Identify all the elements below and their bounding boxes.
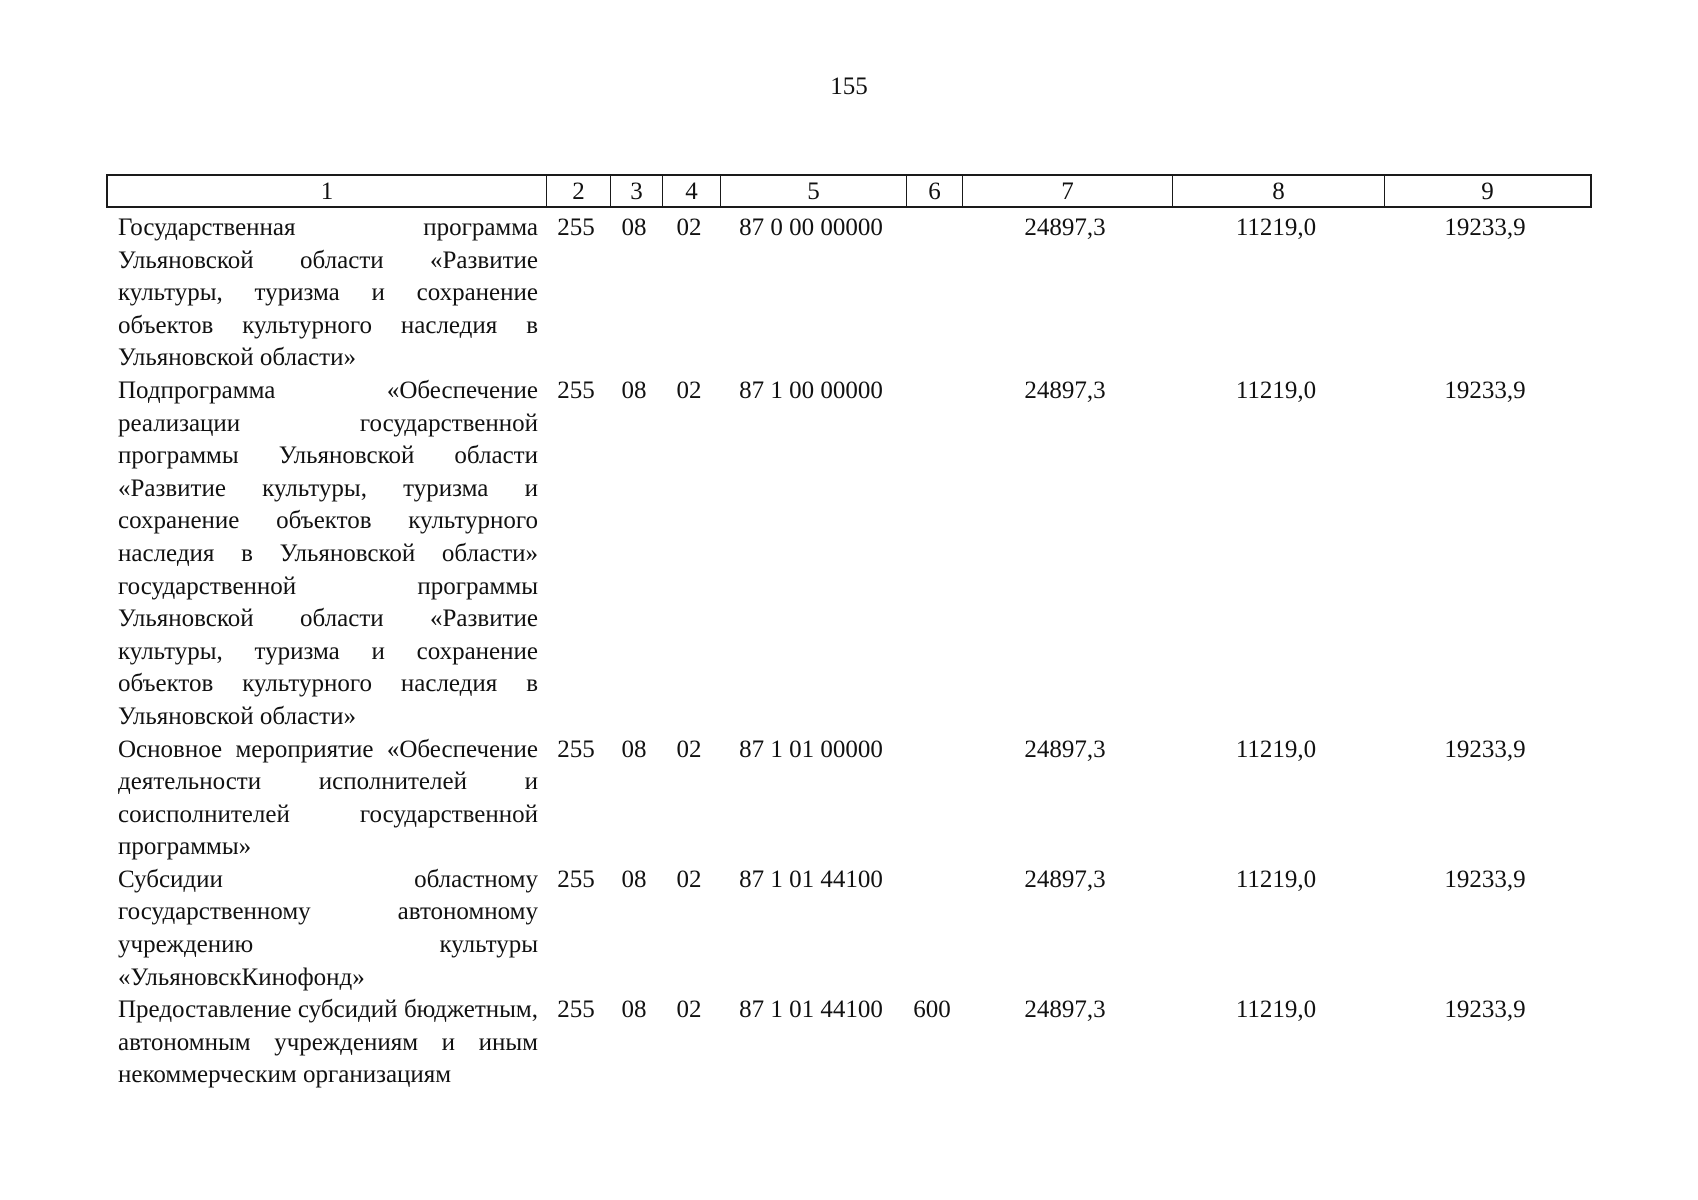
column-header-5: 5 — [720, 176, 906, 206]
cell-col-3: 08 — [621, 865, 647, 893]
column-header-6: 6 — [906, 176, 962, 206]
column-header-9: 9 — [1384, 176, 1590, 206]
cell-col-8: 11219,0 — [1235, 214, 1317, 241]
cell-col-4: 02 — [676, 735, 702, 763]
column-header-4: 4 — [662, 176, 720, 206]
cell-col-4: 02 — [676, 996, 702, 1024]
cell-col-9: 19233,9 — [1444, 865, 1526, 893]
cell-col-9: 19233,9 — [1444, 735, 1526, 763]
row-name: Государственная программа Ульяновской области «Развитие культуры, туризма и сохранение объектов культурного наследия в Ульяновской области» — [118, 214, 538, 372]
table-row — [106, 864, 1592, 994]
table-row — [106, 212, 1592, 375]
cell-col-2: 255 — [557, 865, 595, 893]
cell-col-7: 24897,3 — [1024, 996, 1106, 1024]
cell-col-3: 08 — [621, 735, 647, 763]
cell-col-2: 255 — [557, 735, 595, 763]
cell-col-3: 08 — [621, 376, 647, 404]
cell-col-2: 255 — [557, 376, 595, 404]
cell-col-6 — [904, 734, 960, 864]
cell-col-4: 02 — [676, 214, 702, 241]
budget-table — [106, 174, 1592, 1092]
cell-col-6: 600 — [913, 996, 951, 1024]
cell-col-9: 19233,9 — [1444, 996, 1526, 1024]
cell-col-7: 24897,3 — [1024, 735, 1106, 763]
cell-col-9: 19233,9 — [1444, 214, 1526, 241]
column-header-7: 7 — [962, 176, 1172, 206]
table-header-row — [106, 174, 1592, 208]
cell-col-2: 255 — [557, 996, 595, 1024]
column-header-3: 3 — [610, 176, 662, 206]
table-row — [106, 375, 1592, 734]
cell-col-6 — [904, 212, 960, 375]
column-header-2: 2 — [546, 176, 610, 206]
cell-col-3: 08 — [621, 214, 647, 241]
cell-col-7: 24897,3 — [1024, 214, 1106, 241]
cell-col-8: 11219,0 — [1235, 865, 1317, 893]
cell-col-6 — [904, 375, 960, 734]
cell-col-4: 02 — [676, 865, 702, 893]
cell-col-5: 87 0 00 00000 — [739, 214, 883, 241]
cell-col-8: 11219,0 — [1235, 996, 1317, 1024]
table-body — [106, 208, 1592, 1092]
row-name: Основное мероприятие «Обеспечение деятельности исполнителей и соисполнителей государственной программы» — [118, 735, 538, 861]
cell-col-5: 87 1 01 44100 — [739, 996, 883, 1024]
table-row — [106, 994, 1592, 1092]
row-name: Субсидии областному государственному автономному учреждению культуры «УльяновскКинофонд» — [118, 865, 538, 991]
row-name: Подпрограмма «Обеспечение реализации государственной программы Ульяновской области «Развитие культуры, туризма и сохранение объектов культурного наследия в Ульяновской области» государственной программы Ульяновской области «Развитие культуры, туризма и сохранение объектов культурного наследия в Ульяновской области» — [118, 376, 538, 730]
table-row — [106, 734, 1592, 864]
column-header-1: 1 — [320, 178, 334, 205]
row-name: Предоставление субсидий бюджетным, автономным учреждениям и иным некоммерческим организациям — [118, 996, 538, 1089]
cell-col-4: 02 — [676, 376, 702, 404]
cell-col-9: 19233,9 — [1444, 376, 1526, 404]
cell-col-8: 11219,0 — [1235, 735, 1317, 763]
cell-col-7: 24897,3 — [1024, 865, 1106, 893]
cell-col-3: 08 — [621, 996, 647, 1024]
cell-col-5: 87 1 01 00000 — [739, 735, 883, 763]
cell-col-5: 87 1 00 00000 — [739, 376, 883, 404]
cell-col-2: 255 — [557, 214, 595, 241]
cell-col-6 — [904, 864, 960, 994]
cell-col-7: 24897,3 — [1024, 376, 1106, 404]
column-header-8: 8 — [1172, 176, 1384, 206]
cell-col-8: 11219,0 — [1235, 376, 1317, 404]
page-number: 155 — [830, 73, 868, 100]
cell-col-5: 87 1 01 44100 — [739, 865, 883, 893]
